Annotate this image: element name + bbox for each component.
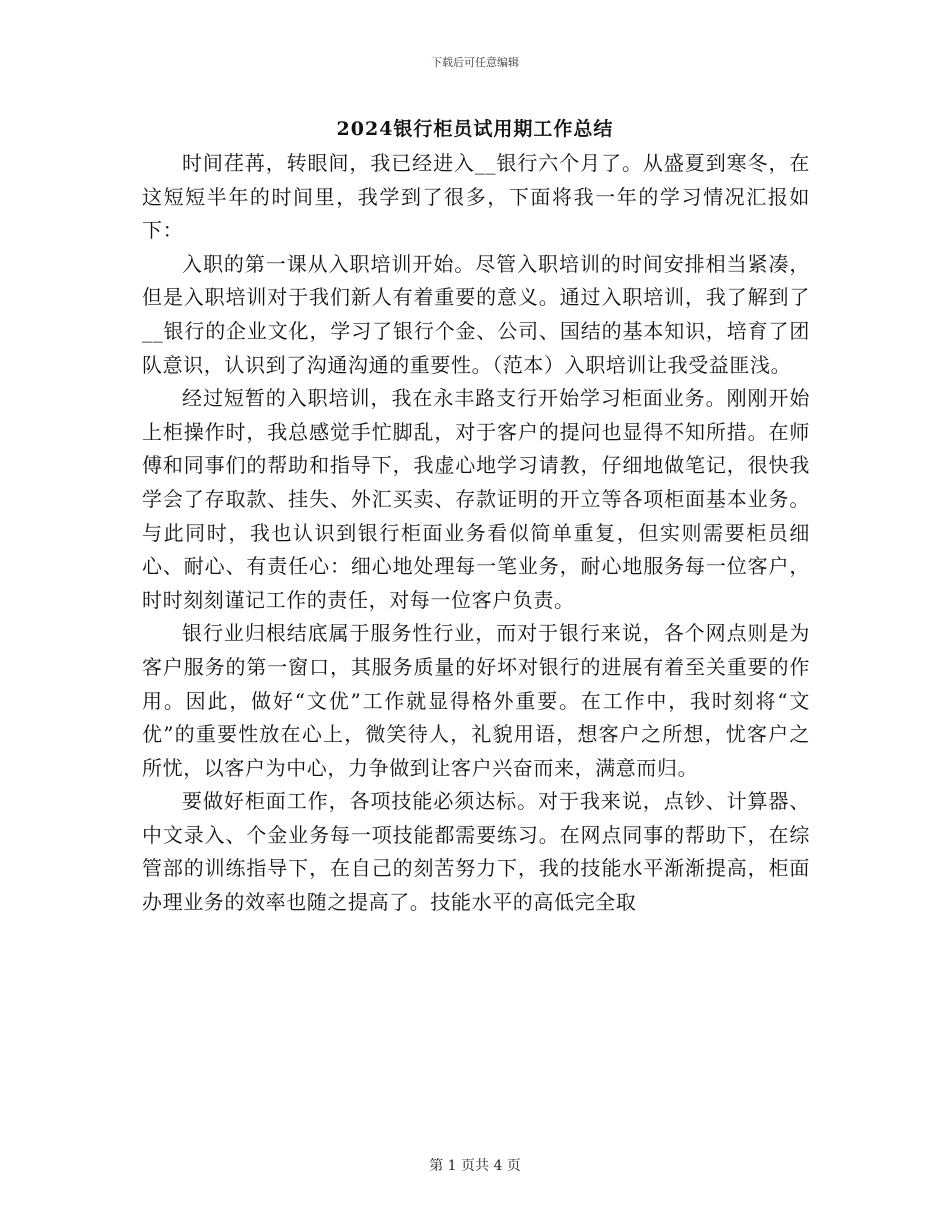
- paragraph-intro: 时间荏苒，转眼间，我已经进入__银行六个月了。从盛夏到寒冬，在这短短半年的时间里，我学到了很多，下面将我一年的学习情况汇报如下：: [142, 151, 810, 243]
- page-number: 第 1 页共 4 页: [429, 1158, 521, 1174]
- paragraph-skills: 要做好柜面工作，各项技能必须达标。对于我来说，点钞、计算器、中文录入、个金业务每一项技能都需要练习。在网点同事的帮助下，在综管部的训练指导下，在自己的刻苦努力下，我的技能水平渐渐提高，柜面办理业务的效率也随之提高了。技能水平的高低完全取: [142, 789, 810, 915]
- header-note: 下载后可任意编辑: [431, 56, 519, 69]
- paragraph-counter-work: 经过短暂的入职培训，我在永丰路支行开始学习柜面业务。刚刚开始上柜操作时，我总感觉手忙脚乱，对于客户的提问也显得不知所措。在师傅和同事们的帮助和指导下，我虚心地学习请教，仔细地做笔记，很快我学会了存取款、挂失、外汇买卖、存款证明的开立等各项柜面基本业务。与此同时，我也认识到银行柜面业务看似简单重复，但实则需要柜员细心、耐心、有责任心：细心地处理每一笔业务，耐心地服务每一位客户，时时刻刻谨记工作的责任，对每一位客户负责。: [142, 386, 810, 612]
- document-body: [142, 147, 810, 920]
- paragraph-training: 入职的第一课从入职培训开始。尽管入职培训的时间安排相当紧凑，但是入职培训对于我们新人有着重要的意义。通过入职培训，我了解到了__银行的企业文化，学习了银行个金、公司、国结的基本知识，培育了团队意识，认识到了沟通沟通的重要性。（范本）入职培训让我受益匪浅。: [142, 251, 810, 377]
- document-title: 2024银行柜员试用期工作总结: [336, 118, 614, 140]
- paragraph-service: 银行业归根结底属于服务性行业，而对于银行来说，各个网点则是为客户服务的第一窗口，其服务质量的好坏对银行的进展有着至关重要的作用。因此，做好“文优”工作就显得格外重要。在工作中，我时刻将“文优”的重要性放在心上，微笑待人，礼貌用语，想客户之所想，忧客户之所忧，以客户为中心，力争做到让客户兴奋而来，满意而归。: [142, 621, 810, 780]
